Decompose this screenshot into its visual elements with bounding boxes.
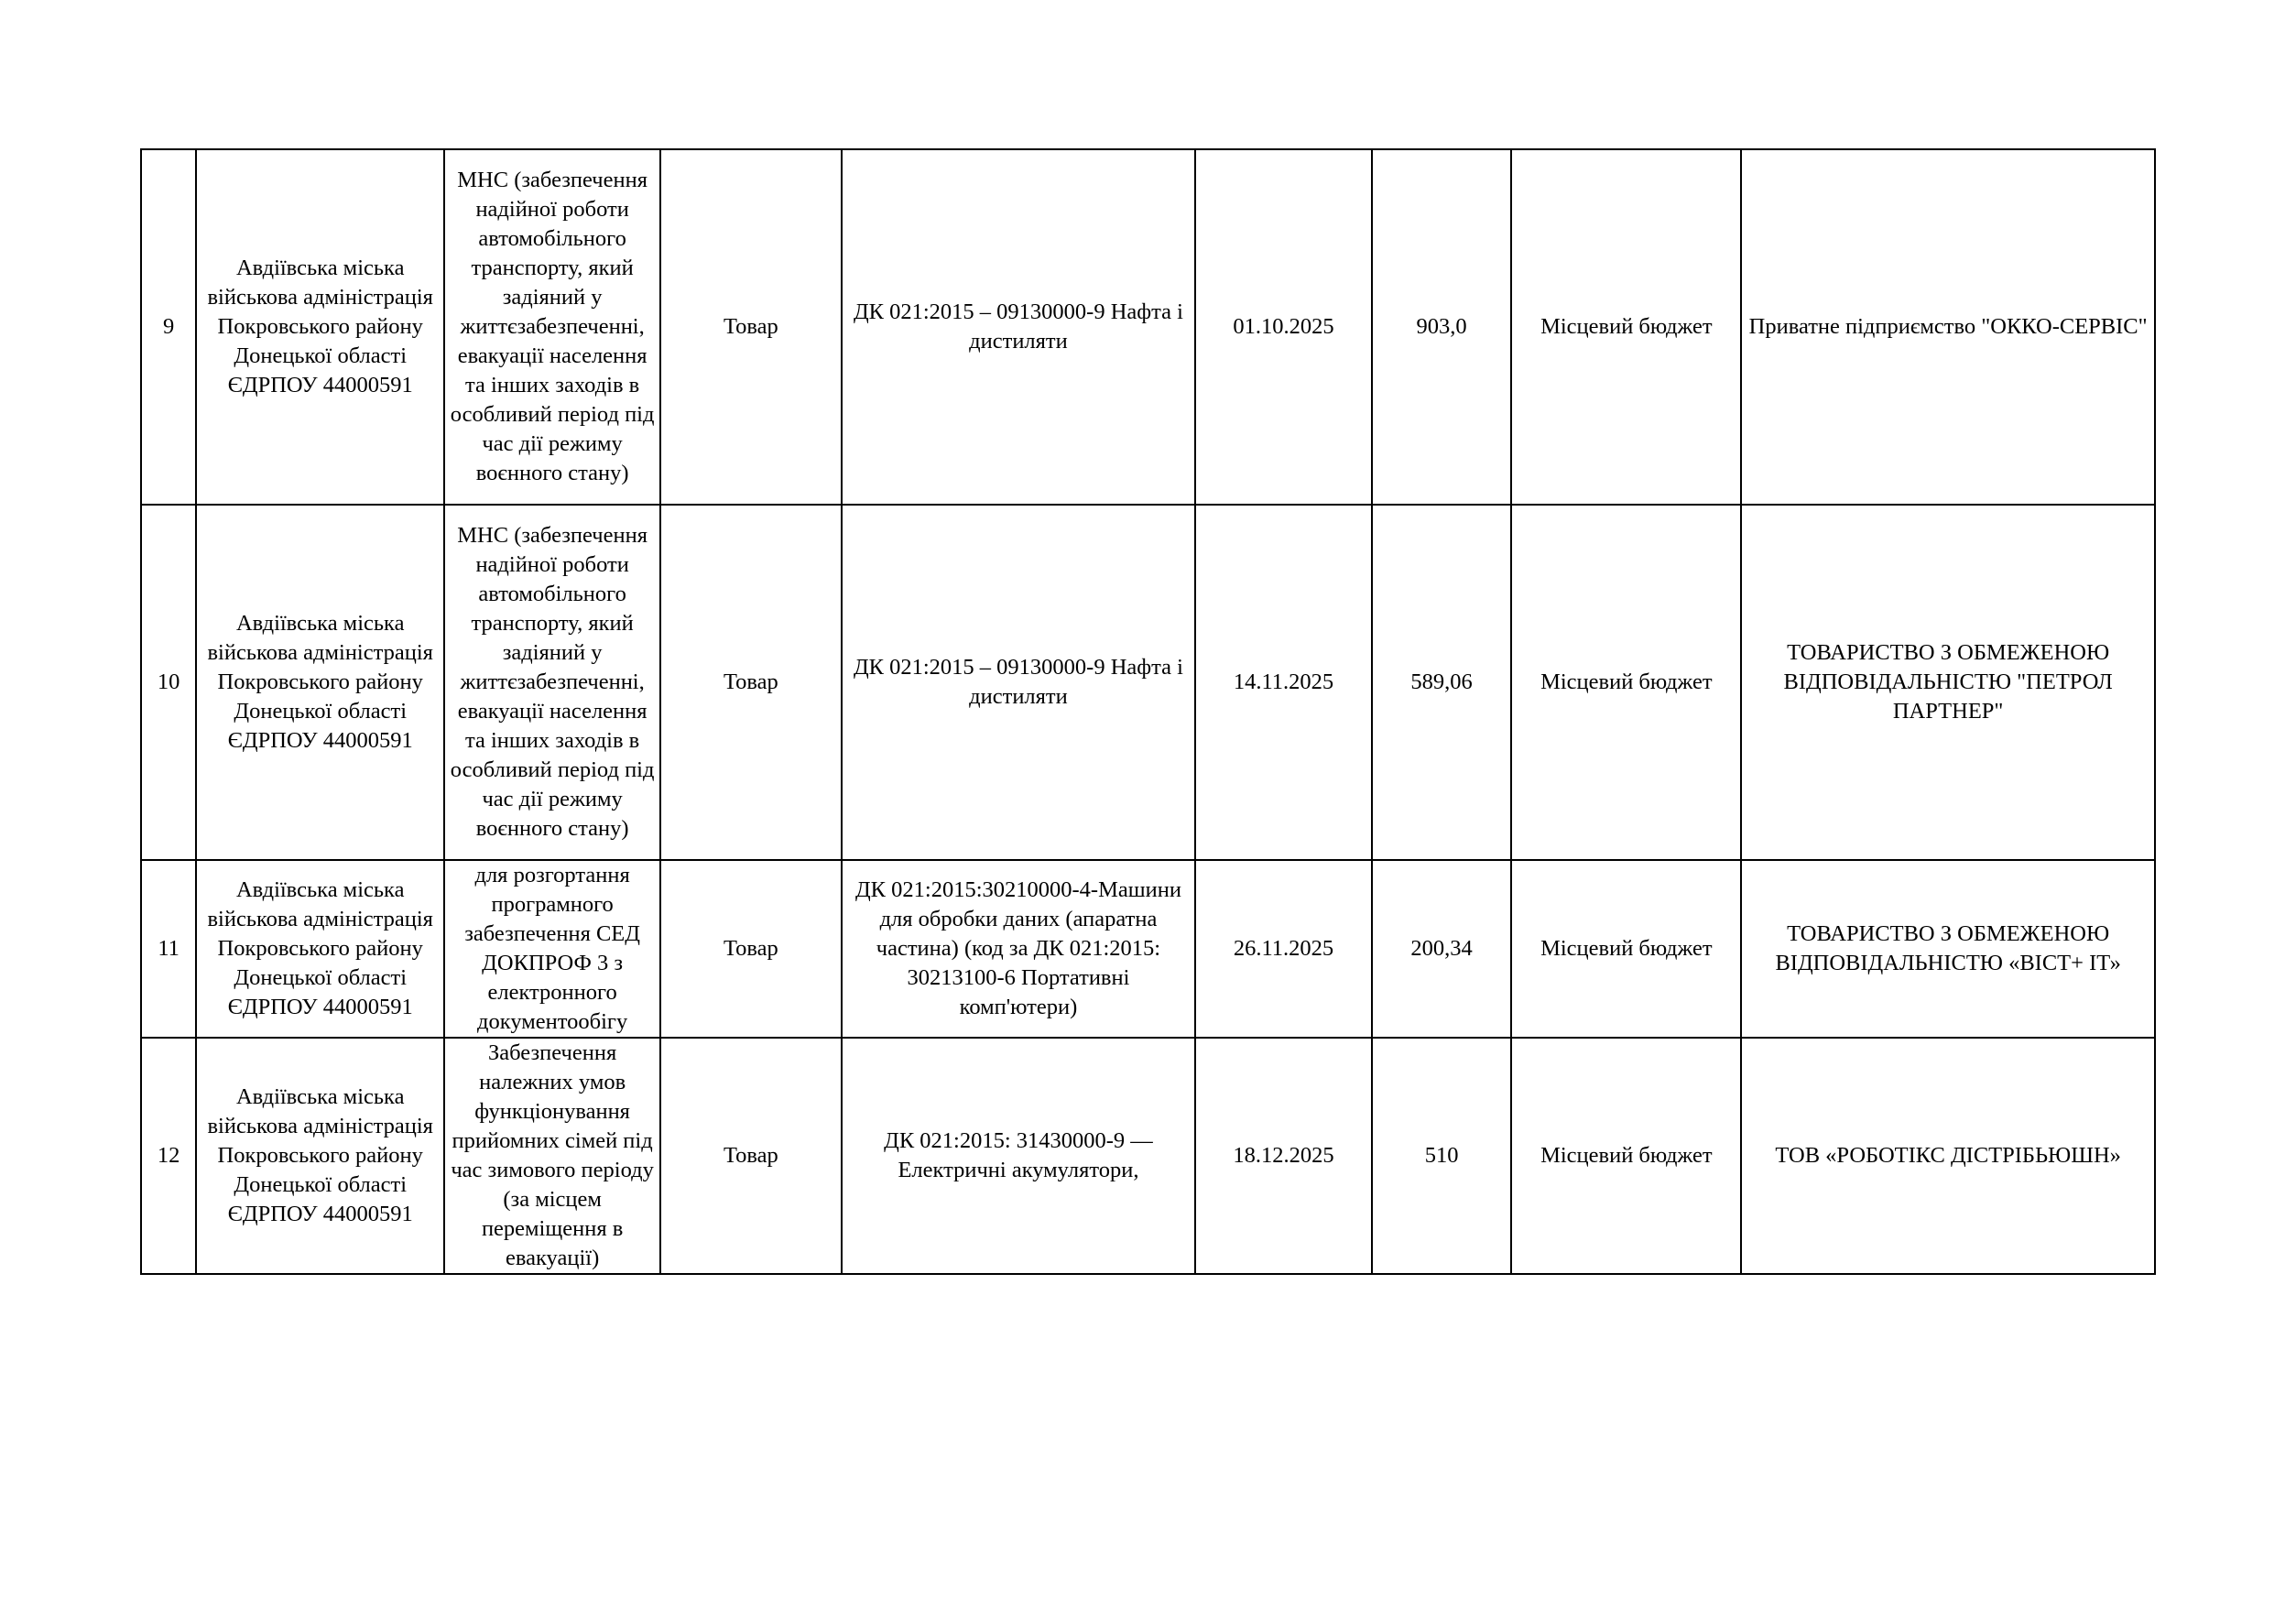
customer-name: Авдіївська міська військова адміністрація Покровського району Донецької області ЄДРПОУ 44000591 <box>196 505 444 860</box>
dk-code: ДК 021:2015 – 09130000-9 Нафта і дистиляти <box>842 505 1195 860</box>
procurement-purpose: Забезпечення належних умов функціонування прийомних сімей під час зимового періоду (за місцем переміщення в евакуації) <box>444 1038 660 1274</box>
table-row <box>141 1038 2155 1274</box>
procurement-table <box>140 148 2156 1275</box>
contract-amount: 200,34 <box>1372 860 1512 1038</box>
row-number: 12 <box>141 1038 196 1274</box>
supplier-name: ТОВ «РОБОТІКС ДІСТРІБЬЮШН» <box>1741 1038 2155 1274</box>
dk-code: ДК 021:2015 – 09130000-9 Нафта і дистиляти <box>842 149 1195 505</box>
contract-amount: 589,06 <box>1372 505 1512 860</box>
subject-type: Товар <box>660 1038 842 1274</box>
customer-name: Авдіївська міська військова адміністрація Покровського району Донецької області ЄДРПОУ 44000591 <box>196 860 444 1038</box>
dk-code: ДК 021:2015:30210000-4-Машини для обробки даних (апаратна частина) (код за ДК 021:2015: 30213100-6 Портативні комп'ютери) <box>842 860 1195 1038</box>
funding-source: Місцевий бюджет <box>1511 860 1741 1038</box>
contract-date: 26.11.2025 <box>1195 860 1372 1038</box>
funding-source: Місцевий бюджет <box>1511 149 1741 505</box>
dk-code: ДК 021:2015: 31430000-9 — Електричні акумулятори, <box>842 1038 1195 1274</box>
funding-source: Місцевий бюджет <box>1511 505 1741 860</box>
subject-type: Товар <box>660 505 842 860</box>
row-number: 9 <box>141 149 196 505</box>
funding-source: Місцевий бюджет <box>1511 1038 1741 1274</box>
row-number: 10 <box>141 505 196 860</box>
contract-amount: 903,0 <box>1372 149 1512 505</box>
row-number: 11 <box>141 860 196 1038</box>
subject-type: Товар <box>660 860 842 1038</box>
customer-name: Авдіївська міська військова адміністрація Покровського району Донецької області ЄДРПОУ 44000591 <box>196 149 444 505</box>
supplier-name: Приватне підприємство "ОККО-СЕРВІС" <box>1741 149 2155 505</box>
supplier-name: ТОВАРИСТВО З ОБМЕЖЕНОЮ ВІДПОВІДАЛЬНІСТЮ «ВІСТ+ ІТ» <box>1741 860 2155 1038</box>
supplier-name: ТОВАРИСТВО З ОБМЕЖЕНОЮ ВІДПОВІДАЛЬНІСТЮ "ПЕТРОЛ ПАРТНЕР" <box>1741 505 2155 860</box>
contract-date: 14.11.2025 <box>1195 505 1372 860</box>
customer-name: Авдіївська міська військова адміністрація Покровського району Донецької області ЄДРПОУ 44000591 <box>196 1038 444 1274</box>
contract-date: 01.10.2025 <box>1195 149 1372 505</box>
procurement-purpose: МНС (забезпечення надійної роботи автомобільного транспорту, який задіяний у життєзабезпеченні, евакуації населення та інших заходів в особливий період під час дії режиму воєнного стану) <box>444 505 660 860</box>
procurement-purpose: МНС (забезпечення надійної роботи автомобільного транспорту, який задіяний у життєзабезпеченні, евакуації населення та інших заходів в особливий період під час дії режиму воєнного стану) <box>444 149 660 505</box>
table-row <box>141 149 2155 505</box>
subject-type: Товар <box>660 149 842 505</box>
table-row <box>141 505 2155 860</box>
table-row <box>141 860 2155 1038</box>
contract-date: 18.12.2025 <box>1195 1038 1372 1274</box>
contract-amount: 510 <box>1372 1038 1512 1274</box>
procurement-purpose: для розгортання програмного забезпечення СЕД ДОКПРОФ 3 з електронного документообігу <box>444 860 660 1038</box>
